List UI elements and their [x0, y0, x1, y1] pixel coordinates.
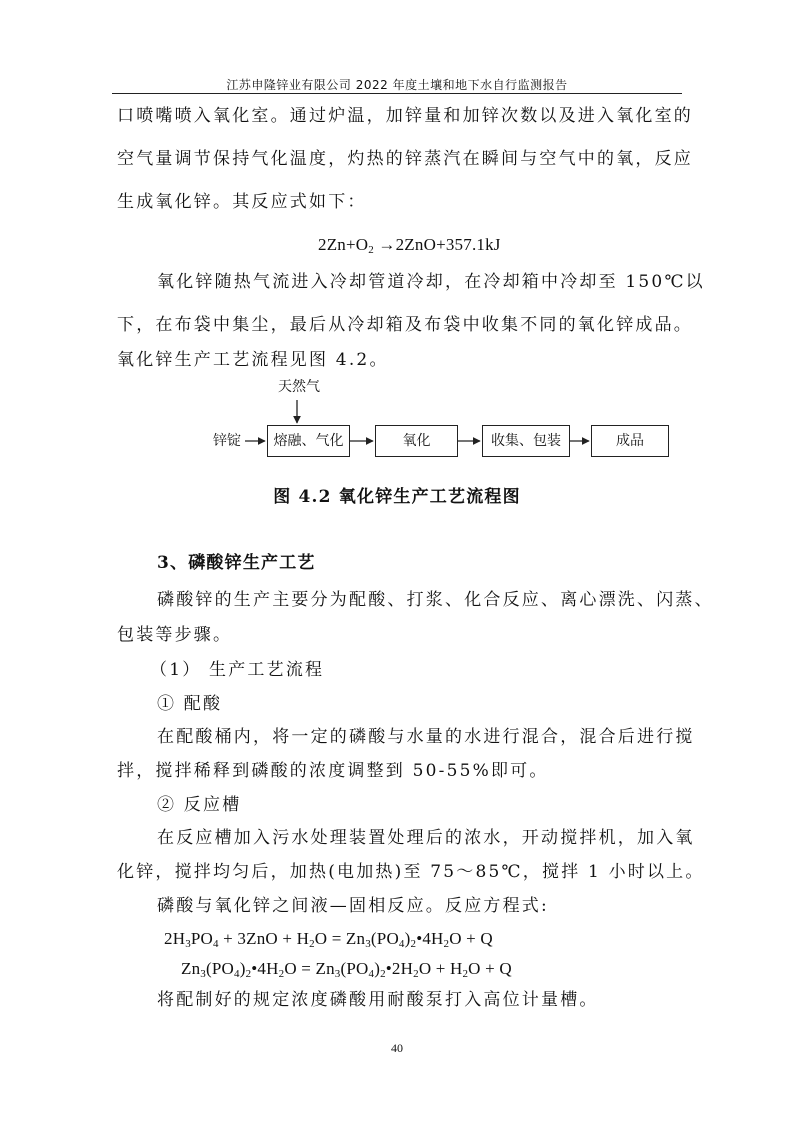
header-title: 江苏申隆锌业有限公司 2022 年度土壤和地下水自行监测报告	[226, 78, 568, 92]
flow-step-oxidation: 氧化	[375, 425, 458, 457]
equation-zinc-phosphate: $2H_3PO_4 + 3ZnO + H_2O$ = $Zn_3(PO_4)_2•4H_2O + Q$	[164, 929, 493, 950]
body-line: 口喷嘴喷入氧化室。通过炉温，加锌量和加锌次数以及进入氧化室的	[117, 106, 693, 126]
body-line: 下，在布袋中集尘，最后从冷却箱及布袋中收集不同的氧化锌成品。	[117, 315, 693, 335]
body-line: 在配酸桶内，将一定的磷酸与水量的水进行混合，混合后进行搅	[157, 727, 695, 747]
flow-step-melting: 熔融、气化	[267, 425, 350, 457]
body-line: 包装等步骤。	[117, 625, 233, 645]
flow-input-gas: 天然气	[278, 379, 320, 395]
step-heading: ② 反应槽	[157, 795, 242, 815]
page-number: 40	[391, 1041, 403, 1055]
body-line: 生成氧化锌。其反应式如下：	[117, 192, 367, 212]
flow-step-product: 成品	[591, 425, 669, 457]
page-header	[112, 64, 682, 92]
equation-zinc-oxidation: $2Zn+O_2 \to 2ZnO+357.1kJ$	[318, 235, 501, 256]
header-rule	[112, 93, 682, 94]
body-line: 磷酸锌的生产主要分为配酸、打浆、化合反应、离心漂洗、闪蒸、	[157, 590, 714, 610]
figure-caption: 图 4.2 氧化锌生产工艺流程图	[273, 487, 521, 507]
body-line: 空气量调节保持气化温度，灼热的锌蒸汽在瞬间与空气中的氧，反应	[117, 149, 693, 169]
subsection-heading: （1） 生产工艺流程	[150, 660, 325, 680]
body-line: 氧化锌随热气流进入冷却管道冷却，在冷却箱中冷却至 150℃以	[157, 272, 705, 292]
flow-input-ingot: 锌锭	[213, 433, 241, 449]
flow-step-collect-pack: 收集、包装	[482, 425, 570, 457]
body-line: 磷酸与氧化锌之间液—固相反应。反应方程式:	[157, 896, 549, 916]
body-line: 在反应槽加入污水处理装置处理后的浓水，开动搅拌机，加入氧	[157, 828, 695, 848]
section-title: 3、磷酸锌生产工艺	[157, 553, 316, 573]
body-line: 氧化锌生产工艺流程见图 4.2。	[117, 350, 389, 370]
body-line: 化锌，搅拌均匀后，加热(电加热)至 75～85℃，搅拌 1 小时以上。	[117, 862, 705, 882]
step-heading: ① 配酸	[157, 694, 223, 714]
body-line: 将配制好的规定浓度磷酸用耐酸泵打入高位计量槽。	[157, 990, 599, 1010]
equation-dehydration: $Zn_3(PO_4)_2•4H_2O$ = $Zn_3(PO_4)_2•2H_2O + H_2O + Q$	[181, 959, 512, 980]
body-line: 拌，搅拌稀释到磷酸的浓度调整到 50-55%即可。	[117, 761, 549, 781]
